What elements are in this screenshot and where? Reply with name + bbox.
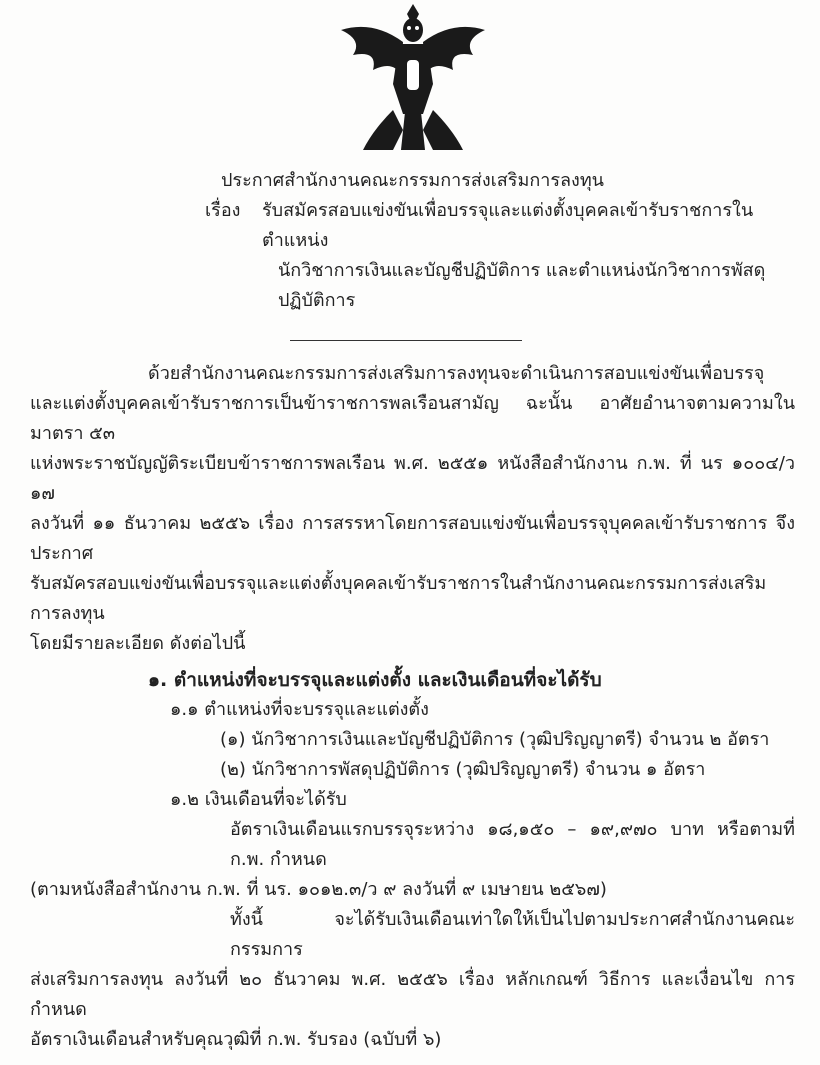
salary-line: อัตราเงินเดือนแรกบรรจุระหว่าง ๑๘,๑๕๐ – ๑๙,๙๗๐ บาท หรือตามที่ ก.พ. กำหนด	[230, 819, 795, 870]
emblem-container	[30, 0, 795, 158]
note-line: อัตราเงินเดือนสำหรับคุณวุฒิที่ ก.พ. รับรอง (ฉบับที่ ๖)	[30, 1029, 442, 1050]
intro-line: แห่งพระราชบัญญัติระเบียบข้าราชการพลเรือน พ.ศ. ๒๕๕๑ หนังสือสำนักงาน ก.พ. ที่ นร ๑๐๐๔/ว ๑๗	[30, 453, 795, 504]
note-line: ส่งเสริมการลงทุน ลงวันที่ ๒๐ ธันวาคม พ.ศ. ๒๕๕๖ เรื่อง หลักเกณฑ์ วิธีการ และเงื่อนไข การกำหนด	[30, 969, 795, 1020]
subsection-heading: ๑.๑ ตำแหน่งที่จะบรรจุและแต่งตั้ง	[170, 699, 429, 720]
intro-line: รับสมัครสอบแข่งขันเพื่อบรรจุและแต่งตั้งบุคคลเข้ารับราชการในสำนักงานคณะกรรมการส่งเสริมการลงทุน	[30, 573, 767, 624]
subject-line-1: รับสมัครสอบแข่งขันเพื่อบรรจุและแต่งตั้งบุคคลเข้ารับราชการในตำแหน่ง	[262, 200, 754, 251]
garuda-emblem-icon	[333, 0, 493, 158]
subject-lines	[262, 196, 795, 316]
announcement-title: ประกาศสำนักงานคณะกรรมการส่งเสริมการลงทุน	[221, 170, 604, 191]
position-item: (๑) นักวิชาการเงินและบัญชีปฏิบัติการ (วุฒิปริญญาตรี) จำนวน ๒ อัตรา	[220, 729, 770, 750]
salary-line: (ตามหนังสือสำนักงาน ก.พ. ที่ นร. ๑๐๑๒.๓/ว ๙ ลงวันที่ ๙ เมษายน ๒๕๖๗)	[30, 879, 607, 900]
position-item: (๒) นักวิชาการพัสดุปฏิบัติการ (วุฒิปริญญาตรี) จำนวน ๑ อัตรา	[220, 759, 706, 780]
intro-line: โดยมีรายละเอียด ดังต่อไปนี้	[30, 633, 246, 654]
intro-line: และแต่งตั้งบุคคลเข้ารับราชการเป็นข้าราชการพลเรือนสามัญ ฉะนั้น อาศัยอำนาจตามความในมาตรา ๕๓	[30, 393, 795, 444]
subsection-heading: ๑.๒ เงินเดือนที่จะได้รับ	[170, 789, 347, 810]
intro-line: ด้วยสำนักงานคณะกรรมการส่งเสริมการลงทุนจะดำเนินการสอบแข่งขันเพื่อบรรจุ	[148, 363, 765, 384]
subject-line-2: นักวิชาการเงินและบัญชีปฏิบัติการ และตำแหน่งนักวิชาการพัสดุปฏิบัติการ	[278, 260, 766, 311]
title-divider	[290, 340, 522, 341]
subject-label: เรื่อง	[205, 200, 241, 221]
section-heading: ๑. ตำแหน่งที่จะบรรจุและแต่งตั้ง และเงินเดือนที่จะได้รับ	[148, 669, 602, 691]
intro-line: ลงวันที่ ๑๑ ธันวาคม ๒๕๕๖ เรื่อง การสรรหาโดยการสอบแข่งขันเพื่อบรรจุบุคคลเข้ารับราชการ จึงประกาศ	[30, 513, 795, 564]
note-line: ทั้งนี้ จะได้รับเงินเดือนเท่าใดให้เป็นไปตามประกาศสำนักงานคณะกรรมการ	[230, 909, 795, 960]
subject-block	[205, 196, 795, 316]
